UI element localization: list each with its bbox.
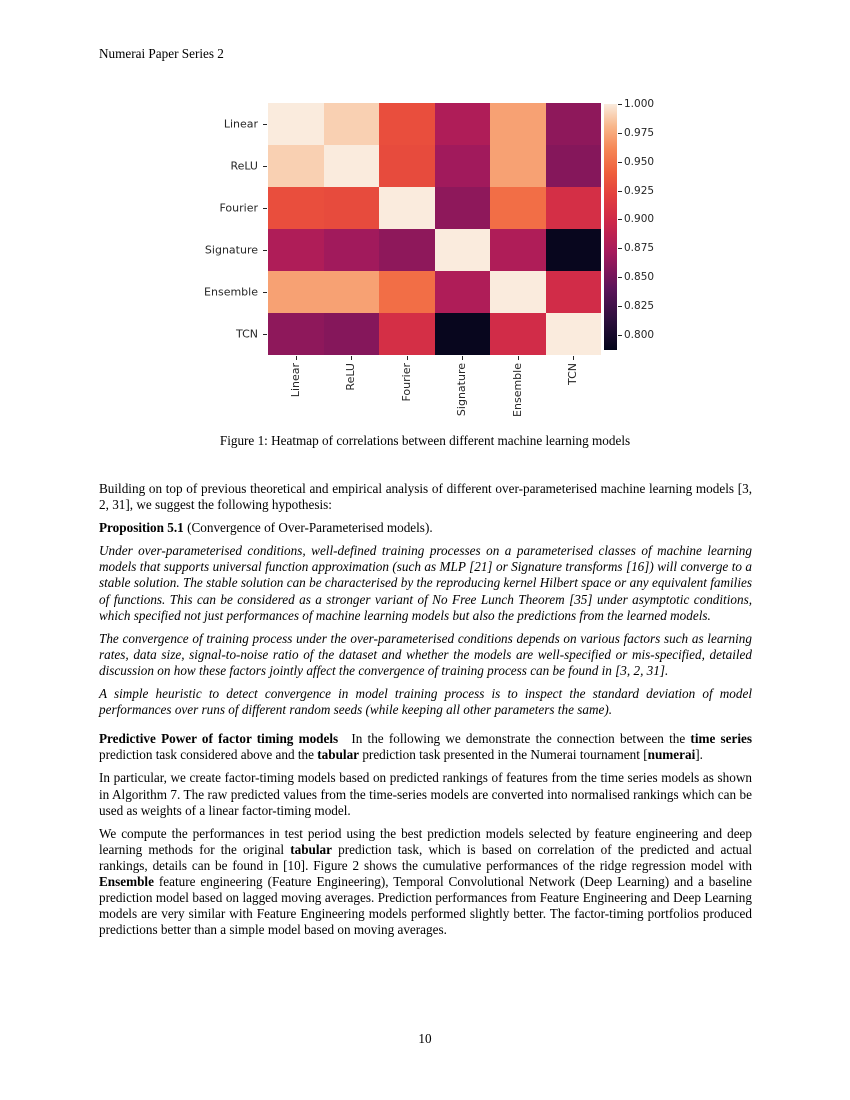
y-tick-label: Signature bbox=[204, 243, 258, 257]
colorbar-tick-mark bbox=[618, 191, 622, 192]
heatmap-cell-TCN-ReLU bbox=[324, 313, 380, 355]
heatmap-cell-ReLU-Ensemble bbox=[490, 145, 546, 187]
text-run: The convergence of training process under the over-parameterised conditions depends on various factors such as learning rates, data size, signal-to-noise ratio of the dataset and whether the models are well-specified or mis-specified, detailed discussion on how these factors jointly affect the convergence of training process can be found in [3, 2, 31]. bbox=[99, 630, 752, 678]
y-tick-mark bbox=[263, 334, 267, 335]
heatmap-cell-TCN-Ensemble bbox=[490, 313, 546, 355]
figure-caption: Figure 1: Heatmap of correlations between different machine learning models bbox=[219, 433, 631, 448]
colorbar-gradient bbox=[604, 104, 617, 350]
heatmap-cell-ReLU-ReLU bbox=[324, 145, 380, 187]
colorbar-tick-label: 0.825 bbox=[624, 300, 655, 313]
heatmap-cell-Ensemble-Ensemble bbox=[490, 271, 546, 313]
heuristic-paragraph bbox=[99, 686, 752, 718]
colorbar-tick-label: 0.950 bbox=[624, 155, 655, 168]
heatmap-cell-Signature-TCN bbox=[546, 229, 602, 271]
heatmap-cell-TCN-Fourier bbox=[379, 313, 435, 355]
text-run: prediction task, which is based on correlation of the predicted and actual rankings, details can be found in [10]. Figure 2 shows the cumulative performances of the ridge regression model with bbox=[99, 841, 752, 873]
convergence-paragraph bbox=[99, 631, 752, 679]
text-run: Ensemble bbox=[99, 873, 154, 889]
x-tick-label: Fourier bbox=[399, 363, 413, 402]
text-run: In particular, we create factor-timing models based on predicted rankings of features from the time series models as shown in Algorithm 7. The raw predicted values from the time-series models are converted into normalised rankings which can be used as weights of a linear factor-timing model. bbox=[99, 770, 752, 818]
heatmap-cell-Linear-Signature bbox=[435, 103, 491, 145]
colorbar-tick-label: 0.975 bbox=[624, 126, 655, 139]
x-tick-mark bbox=[296, 356, 297, 360]
heatmap-cell-Signature-Ensemble bbox=[490, 229, 546, 271]
heatmap-cell-Fourier-Signature bbox=[435, 187, 491, 229]
colorbar-tick-label: 1.000 bbox=[624, 98, 655, 110]
heatmap-cell-Ensemble-TCN bbox=[546, 271, 602, 313]
heatmap-cell-Fourier-ReLU bbox=[324, 187, 380, 229]
heatmap-cell-ReLU-TCN bbox=[546, 145, 602, 187]
text-run: feature engineering (Feature Engineering), Temporal Convolutional Network (Deep Learning) and a baseline prediction model based on lagged moving averages. Prediction performances from Feature Engineering and Deep Learning models are very similar with Feature Engineering models performed slightly better. The factor-timing portfolios produced predictions better than a simple model based on moving averages. bbox=[99, 873, 752, 938]
heatmap-cell-Fourier-Linear bbox=[268, 187, 324, 229]
heatmap-cell-TCN-TCN bbox=[546, 313, 602, 355]
x-tick-mark bbox=[518, 356, 519, 360]
colorbar-tick-label: 0.900 bbox=[624, 213, 655, 226]
heatmap-cell-Linear-Ensemble bbox=[490, 103, 546, 145]
x-tick-label: TCN bbox=[566, 363, 580, 385]
y-tick-mark bbox=[263, 166, 267, 167]
text-run: Predictive Power of factor timing models bbox=[99, 731, 339, 747]
colorbar-tick-mark bbox=[618, 133, 622, 134]
heatmap-cell-Signature-Signature bbox=[435, 229, 491, 271]
text-run: prediction task presented in the Numerai tournament [ bbox=[359, 747, 648, 763]
y-tick-mark bbox=[263, 124, 267, 125]
heatmap-cell-TCN-Linear bbox=[268, 313, 324, 355]
colorbar-tick-mark bbox=[618, 306, 622, 307]
heatmap-cell-Linear-Linear bbox=[268, 103, 324, 145]
text-run: We compute the performances in test period using the best prediction models selected by feature engineering and deep learning methods for the original bbox=[99, 825, 752, 857]
text-run: Proposition 5.1 bbox=[99, 520, 188, 536]
colorbar-tick-label: 0.925 bbox=[624, 184, 655, 197]
page-number: 10 bbox=[418, 1031, 432, 1046]
heatmap-cell-ReLU-Signature bbox=[435, 145, 491, 187]
heatmap-cell-Fourier-TCN bbox=[546, 187, 602, 229]
heatmap-cell-ReLU-Linear bbox=[268, 145, 324, 187]
x-tick-mark bbox=[351, 356, 352, 360]
x-tick-label: Linear bbox=[288, 363, 302, 398]
heatmap-cell-Ensemble-ReLU bbox=[324, 271, 380, 313]
heatmap-cell-Linear-ReLU bbox=[324, 103, 380, 145]
heatmap-cell-Fourier-Ensemble bbox=[490, 187, 546, 229]
performance-paragraph bbox=[99, 826, 752, 939]
text-run: Under over-parameterised conditions, well-defined training processes on a parameterised classes of machine learning models that supports universal function approximation (such as MLP [21] or Signature transforms [16]) will converge to a stable solution. The stable solution can be characterised by the reproducing kernel Hilbert space or any equivalent families of functions. This can be considered as a stronger variant of No Free Lunch Theorem [35] under asymptotic conditions, which specified not just performances of machine learning models but also the predictions from the learned models. bbox=[99, 543, 752, 623]
x-tick-mark bbox=[573, 356, 574, 360]
text-run: tabular bbox=[317, 747, 360, 763]
text-run: ]. bbox=[695, 747, 703, 763]
colorbar-tick-mark bbox=[618, 335, 622, 336]
heatmap-cell-Linear-TCN bbox=[546, 103, 602, 145]
y-tick-label: Ensemble bbox=[204, 285, 258, 299]
heatmap-cell-Fourier-Fourier bbox=[379, 187, 435, 229]
text-run: time series bbox=[690, 731, 753, 747]
text-run: prediction task considered above and the bbox=[99, 747, 318, 763]
colorbar-tick-label: 0.875 bbox=[624, 242, 655, 255]
y-tick-label: TCN bbox=[236, 327, 258, 341]
text-run: A simple heuristic to detect convergence in model training process is to inspect the standard deviation of model performances over runs of different random seeds (while keeping all other parameters the same). bbox=[99, 686, 752, 718]
heatmap-cell-Ensemble-Linear bbox=[268, 271, 324, 313]
intro-paragraph bbox=[99, 481, 752, 513]
colorbar-tick-mark bbox=[618, 162, 622, 163]
heatmap-cell-ReLU-Fourier bbox=[379, 145, 435, 187]
y-tick-mark bbox=[263, 208, 267, 209]
heatmap-cell-Signature-Fourier bbox=[379, 229, 435, 271]
heatmap-cell-Signature-ReLU bbox=[324, 229, 380, 271]
x-tick-label: Signature bbox=[455, 363, 469, 417]
text-run: tabular bbox=[290, 841, 332, 857]
colorbar-tick-mark bbox=[618, 277, 622, 278]
text-run: (Convergence of Over-Parameterised models). bbox=[187, 520, 433, 536]
colorbar-tick-mark bbox=[618, 248, 622, 249]
x-tick-label: Ensemble bbox=[510, 363, 524, 417]
x-tick-label: ReLU bbox=[344, 363, 358, 391]
y-tick-label: Fourier bbox=[219, 201, 258, 215]
heatmap-grid bbox=[268, 103, 601, 355]
proposition-heading bbox=[99, 520, 752, 536]
colorbar-tick-mark bbox=[618, 219, 622, 220]
x-tick-mark bbox=[407, 356, 408, 360]
heatmap-cell-Linear-Fourier bbox=[379, 103, 435, 145]
running-header: Numerai Paper Series 2 bbox=[99, 46, 224, 61]
heatmap-cell-Ensemble-Signature bbox=[435, 271, 491, 313]
heatmap-cell-Ensemble-Fourier bbox=[379, 271, 435, 313]
heatmap-cell-Signature-Linear bbox=[268, 229, 324, 271]
heatmap-cell-TCN-Signature bbox=[435, 313, 491, 355]
factor-timing-paragraph bbox=[99, 770, 752, 818]
y-tick-mark bbox=[263, 292, 267, 293]
proposition-body bbox=[99, 543, 752, 623]
colorbar-tick-mark bbox=[618, 104, 622, 105]
y-tick-label: ReLU bbox=[230, 159, 258, 173]
colorbar-tick-label: 0.800 bbox=[624, 328, 655, 341]
predictive-power-paragraph bbox=[99, 731, 752, 763]
text-run: Building on top of previous theoretical and empirical analysis of different over-parameterised machine learning models [3, 2, 31], we suggest the following hypothesis: bbox=[99, 481, 752, 513]
text-run: In the following we demonstrate the connection between the bbox=[338, 731, 691, 747]
x-tick-mark bbox=[462, 356, 463, 360]
text-run: numerai bbox=[647, 747, 696, 763]
y-tick-label: Linear bbox=[223, 117, 258, 131]
y-tick-mark bbox=[263, 250, 267, 251]
colorbar-tick-label: 0.850 bbox=[624, 271, 655, 284]
figure-1 bbox=[0, 0, 850, 470]
body-text bbox=[99, 481, 752, 945]
